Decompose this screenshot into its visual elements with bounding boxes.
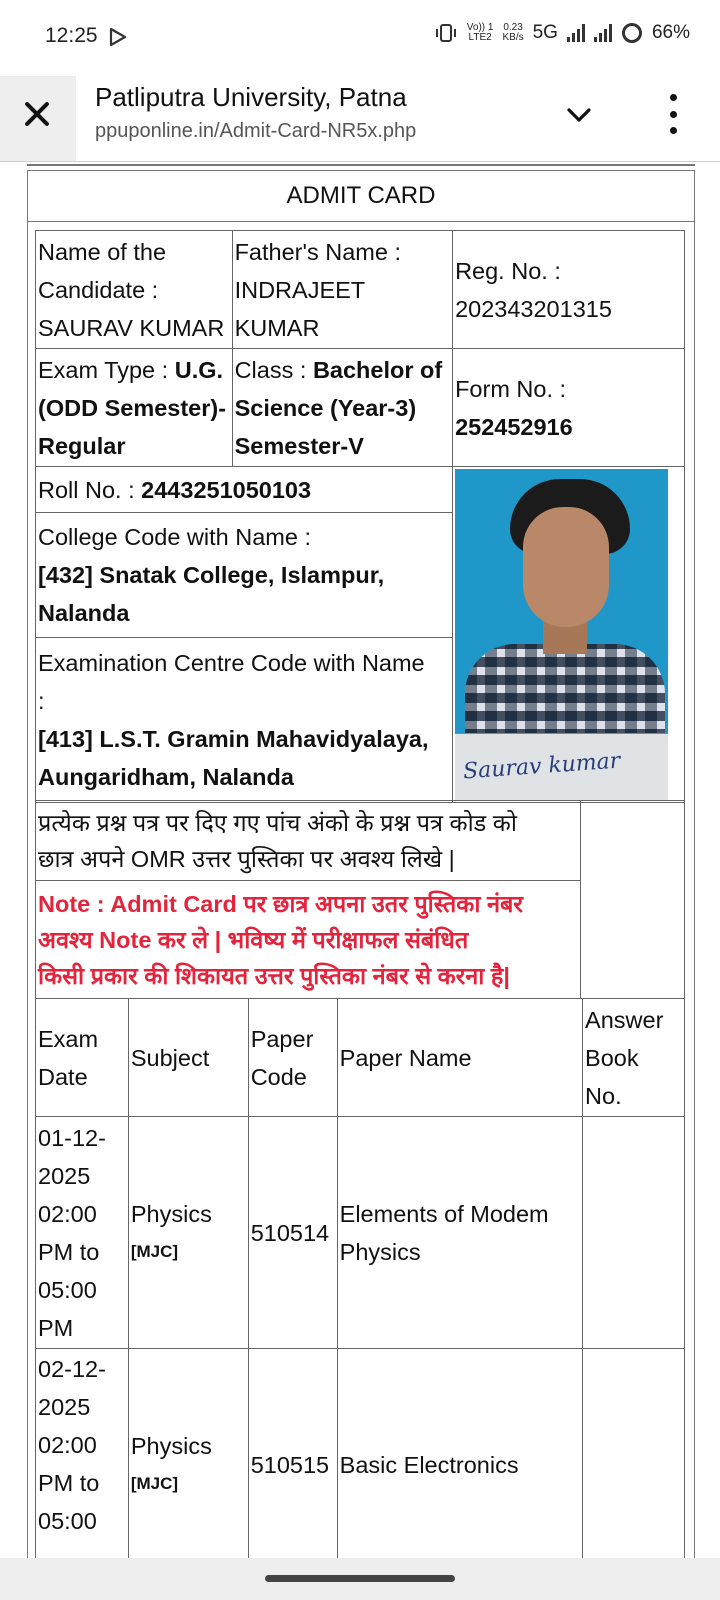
class-cell: Class : Bachelor of Science (Year-3) Semester-V: [232, 349, 452, 467]
note-instruction: Note : Admit Card पर छात्र अपना उतर पुस्तिका नंबर अवश्य Note कर ले | भविष्य में परीक्षाफल संबंधित किसी प्रकार की शिकायत उत्तर पुस्तिका नंबर से करना है|: [36, 881, 581, 999]
system-nav-bar: [0, 1558, 720, 1600]
custom-tab-header: [0, 76, 720, 162]
roll-no-cell: Roll No. : 2443251050103: [36, 467, 453, 513]
exam-centre-cell: Examination Centre Code with Name : [413] L.S.T. Gramin Mahavidyalaya, Aungaridham, Nalanda: [36, 638, 453, 803]
reg-no: 202343201315: [455, 295, 612, 322]
table-row: 01-12- 2025 02:00 PM to 05:00 PM Physics [MJC] 510514 Elements of Modem Physics: [36, 1117, 685, 1349]
exam-type-cell: Exam Type : U.G. (ODD Semester)- Regular: [36, 349, 233, 467]
status-bar: [0, 0, 720, 76]
exam-schedule-table: [35, 998, 685, 1558]
border-line: [27, 164, 695, 166]
network-type: 5G: [532, 22, 558, 43]
form-no: 252452916: [455, 413, 573, 440]
chevron-down-icon[interactable]: [566, 102, 592, 128]
more-options-icon[interactable]: [668, 94, 678, 134]
page-url[interactable]: ppuponline.in/Admit-Card-NR5x.php: [95, 120, 417, 142]
hindi-instruction: प्रत्येक प्रश्न पत्र पर दिए गए पांच अंको के प्रश्न पत्र कोड को छात्र अपने OMR उत्तर पुस्तिका पर अवश्य लिखे |: [36, 801, 581, 881]
father-name-1: INDRAJEET: [234, 276, 366, 303]
col-exam-date: Exam Date: [36, 999, 129, 1117]
volte-indicator: Vo)) 1 LTE2: [466, 22, 494, 43]
candidate-info-table: [35, 230, 685, 803]
vibrate-icon: [434, 24, 458, 42]
close-button[interactable]: [0, 76, 76, 162]
page-title: Patliputra University, Patna: [95, 82, 407, 112]
clock: 12:25: [45, 24, 98, 47]
col-answer-book: Answer Book No.: [583, 999, 685, 1117]
col-subject: Subject: [128, 999, 248, 1117]
table-row: 02-12- 2025 02:00 PM to 05:00 Physics [MJC] 510515 Basic Electronics: [36, 1349, 685, 1559]
table-header-row: [36, 999, 685, 1117]
candidate-name-cell: Name of the Candidate : SAURAV KUMAR: [36, 231, 233, 349]
candidate-name: SAURAV KUMAR: [38, 314, 225, 341]
battery-percent: 66%: [651, 22, 690, 43]
father-name-cell: Father's Name : INDRAJEET KUMAR: [232, 231, 452, 349]
status-icons: [434, 22, 690, 44]
admit-card-heading: ADMIT CARD: [27, 170, 695, 222]
roll-no: 2443251050103: [141, 476, 312, 503]
network-speed: 0.23 KB/s: [502, 22, 524, 43]
play-store-notification-icon: [108, 27, 128, 47]
candidate-signature: Saurav kumar: [455, 733, 668, 800]
instructions-table: [35, 800, 685, 999]
col-paper-name: Paper Name: [337, 999, 582, 1117]
close-icon[interactable]: [20, 97, 54, 131]
col-paper-code: Paper Code: [248, 999, 337, 1117]
battery-icon: [621, 22, 643, 44]
father-name-2: KUMAR: [234, 314, 320, 341]
reg-no-cell: Reg. No. : 202343201315: [453, 231, 685, 349]
photo-cell: [453, 467, 685, 803]
home-gesture-handle[interactable]: [265, 1575, 455, 1582]
college-cell: College Code with Name : [432] Snatak College, Islampur, Nalanda: [36, 513, 453, 638]
candidate-photo: [455, 469, 668, 733]
page-content[interactable]: [0, 162, 720, 1558]
instructions-side-cell: [581, 801, 685, 999]
signal-icon-2: [594, 24, 612, 42]
form-no-cell: Form No. : 252452916: [453, 349, 685, 467]
signal-icon: [567, 24, 585, 42]
